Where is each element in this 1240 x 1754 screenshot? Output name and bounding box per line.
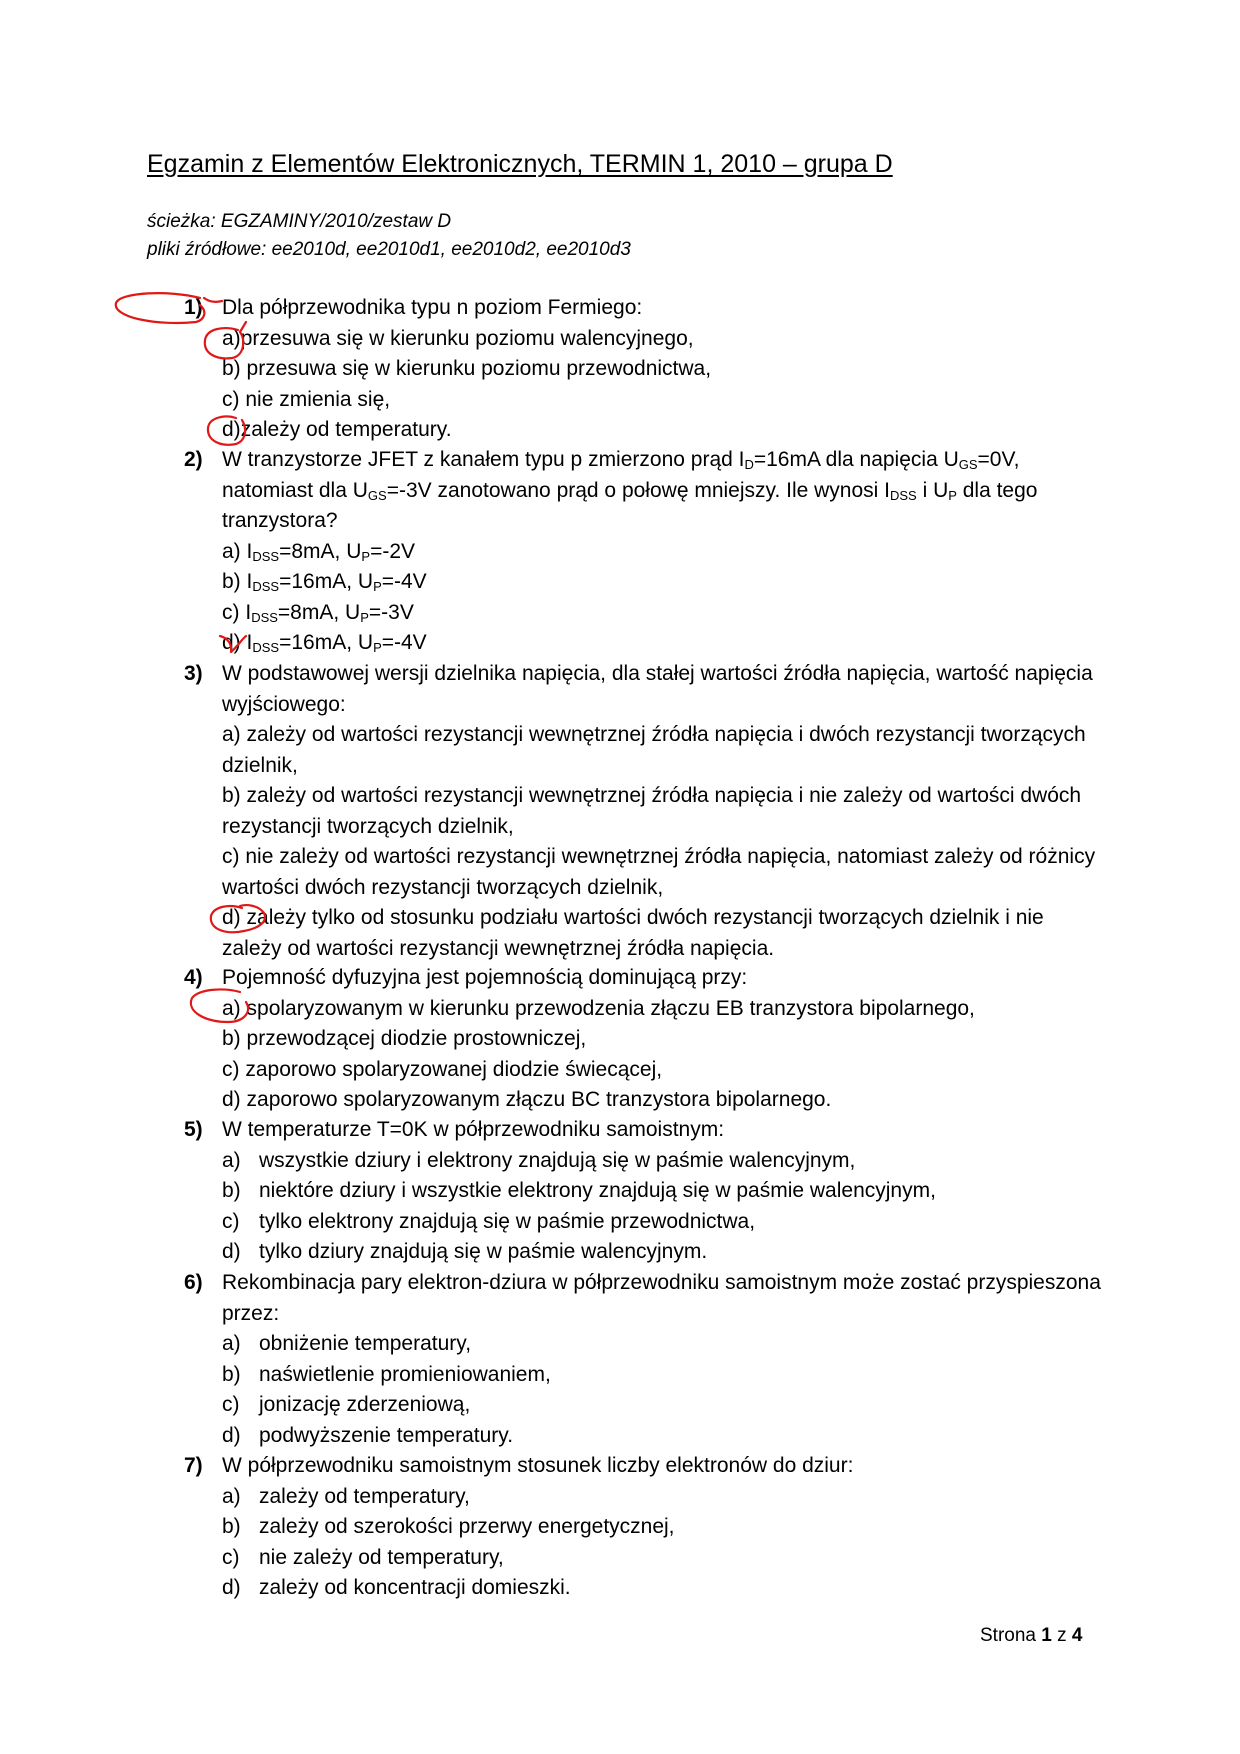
option-d: d) zależy tylko od stosunku podziału wartości dwóch rezystancji tworzących dzielnik i nie zależy od wartości rezystancji wewnętrznej źródła napięcia. [222,906,1044,960]
option-c: c) tylko elektrony znajdują się w paśmie przewodnictwa, [222,1209,756,1233]
option-text: przesuwa się w kierunku poziomu przewodnictwa, [246,357,712,380]
question-text: Rekombinacja pary elektron-dziura w półprzewodniku samoistnym może zostać przyspieszona przez: [222,1271,1101,1325]
option-letter: b) [222,357,241,380]
option-a: a) obniżenie temperatury, [222,1332,472,1355]
question-text: Pojemność dyfuzyjna jest pojemnością dominującą przy: [222,966,748,989]
option-letter: a) [222,326,241,350]
path-line: ścieżka: EGZAMINY/2010/zestaw D [147,211,452,232]
option-list [222,537,1102,659]
option-letter: c) [222,387,240,411]
option-b: b) zależy od szerokości przerwy energetycznej, [222,1515,675,1538]
option-a: a) wszystkie dziury i elektrony znajdują się w paśmie walencyjnym, [222,1148,856,1172]
option-c: c) nie zależy od temperatury, [222,1545,504,1569]
page-number: Strona 1 z 4 [980,1625,1083,1646]
option-b: b) naświetlenie promieniowaniem, [222,1362,551,1386]
option-c: c) zaporowo spolaryzowanej diodzie świecącej, [222,1057,663,1081]
option-d: d) zaporowo spolaryzowanym złączu BC tranzystora bipolarnego. [222,1088,832,1111]
option-list [222,1482,1102,1604]
option-c [222,385,1102,416]
option-list [222,1146,1102,1268]
question-text: W tranzystorze JFET z kanałem typu p zmierzono prąd $I_D=16mA$ dla napięcia $U_{GS}=0V$, natomiast dla $U_{GS}=-3V$ zanotowano prąd o połowę mniejszy. Ile wynosi $I_{DSS}$ i $U_P$ dla tego tranzystora? [222,448,1038,532]
question-text: W półprzewodniku samoistnym stosunek liczby elektronów do dziur: [222,1454,854,1477]
option-d: d) tylko dziury znajdują się w paśmie walencyjnym. [222,1240,708,1263]
option-b: b) $I_{DSS}=16mA$, $U_P=-4V$ [222,570,427,594]
option-a: a) zależy od wartości rezystancji wewnętrznej źródła napięcia i dwóch rezystancji tworzących dzielnik, [222,723,1086,777]
option-b: b) przewodzącej diodzie prostowniczej, [222,1027,587,1050]
option-a: a) zależy od temperatury, [222,1484,470,1508]
option-letter: d) [222,418,241,441]
question-text: W podstawowej wersji dzielnika napięcia, dla stałej wartości źródła napięcia, wartość napięcia wyjściowego: [222,662,1093,716]
option-list [222,1329,1102,1451]
question-text: Dla półprzewodnika typu n poziom Fermiego: [222,296,643,319]
option-list [222,324,1102,446]
question-number: 3) [184,662,203,685]
question-number: 4) [184,966,203,989]
option-d [222,415,1102,446]
question-number: 7) [184,1454,203,1477]
option-c: c) $I_{DSS}=8mA$, $U_P=-3V$ [222,600,414,625]
option-c: c) nie zależy od wartości rezystancji wewnętrznej źródła napięcia, natomiast zależy od różnicy wartości dwóch rezystancji tworzących dzielnik, [222,845,1096,899]
option-c: c) jonizację zderzeniową, [222,1393,471,1416]
option-text: nie zmienia się, [245,387,391,411]
option-d: d) podwyższenie temperatury. [222,1423,514,1447]
exam-title: Egzamin z Elementów Elektronicznych, TERMIN 1, 2010 – grupa D [147,150,893,178]
question-number: 6) [184,1271,203,1294]
option-list [222,994,1102,1116]
option-a: a) $I_{DSS}=8mA$, $U_P=-2V$ [222,539,416,564]
option-text: przesuwa się w kierunku poziomu walencyjnego, [240,326,694,350]
question-number: 1) [184,296,203,319]
option-a: a) spolaryzowanym w kierunku przewodzenia złączu EB tranzystora bipolarnego, [222,996,975,1020]
option-text: zależy od temperatury. [240,418,452,441]
option-b: b) niektóre dziury i wszystkie elektrony znajdują się w paśmie walencyjnym, [222,1179,936,1202]
option-d: d) $I_{DSS}=16mA$, $U_P=-4V$ [222,631,427,655]
question-number: 2) [184,448,203,471]
option-d: d) zależy od koncentracji domieszki. [222,1576,571,1599]
option-b [222,354,1102,385]
question-number: 5) [184,1118,203,1141]
option-a [222,324,1102,355]
option-list [222,720,1102,964]
option-b: b) zależy od wartości rezystancji wewnętrznej źródła napięcia i nie zależy od wartości dwóch rezystancji tworzących dzielnik, [222,784,1082,838]
sources-line: pliki źródłowe: ee2010d, ee2010d1, ee2010d2, ee2010d3 [147,239,631,260]
question-text: W temperaturze T=0K w półprzewodniku samoistnym: [222,1118,725,1141]
circle-mark-q1 [116,293,222,323]
